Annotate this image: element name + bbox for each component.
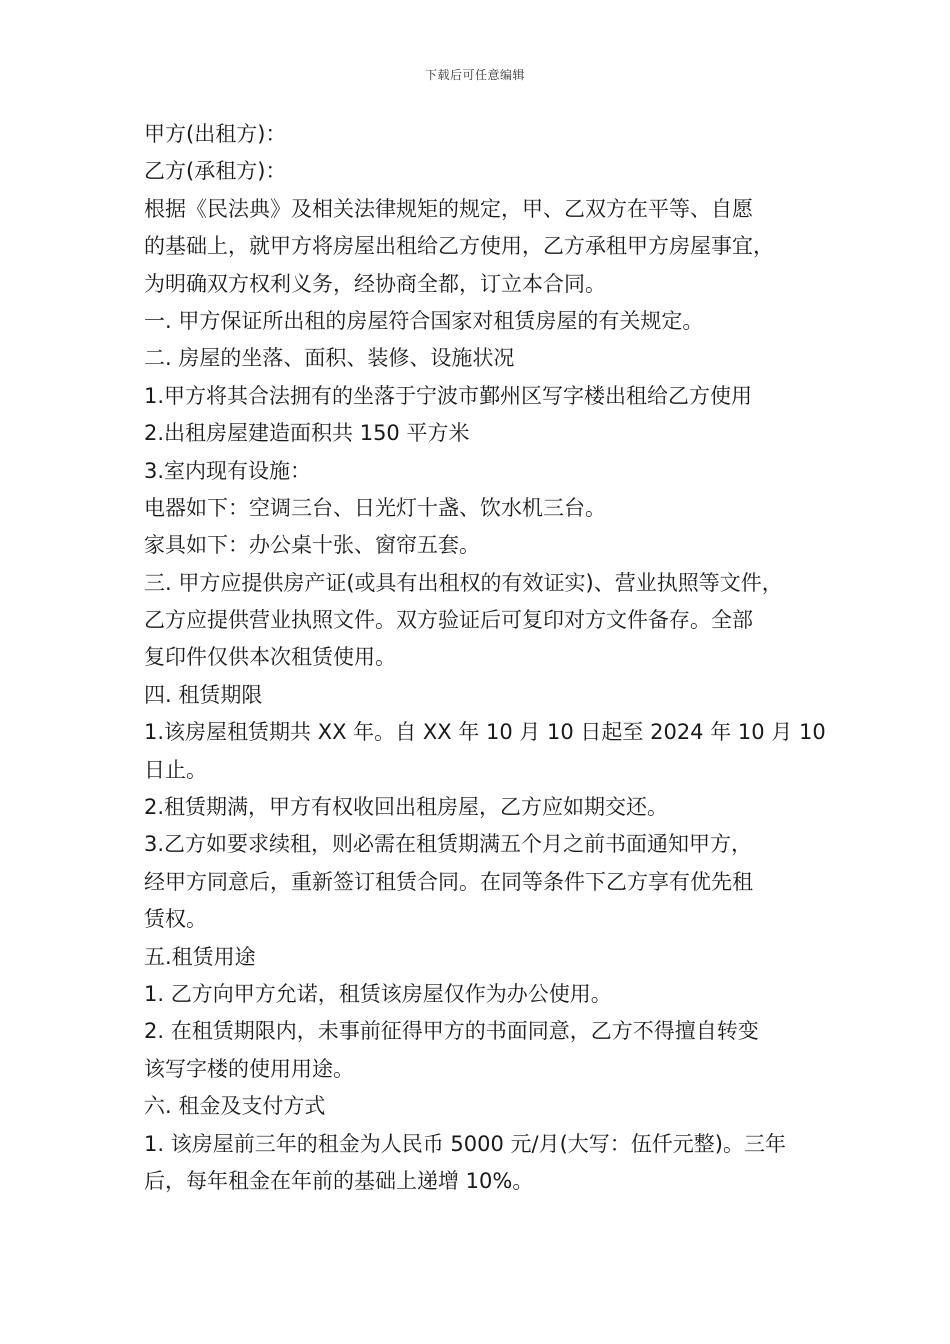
section-4-item-1-line-2: 日止。 <box>144 757 207 782</box>
section-2-heading: 二. 房屋的坐落、面积、装修、设施状况 <box>144 346 515 371</box>
contract-body <box>144 116 826 1200</box>
furniture-line: 家具如下：办公桌十张、窗帘五套。 <box>144 533 480 558</box>
section-4-item-2: 2.租赁期满，甲方有权收回出租房屋，乙方应如期交还。 <box>144 795 669 820</box>
section-5-item-1: 1. 乙方向甲方允诺，租赁该房屋仅作为办公使用。 <box>144 981 612 1006</box>
page-header-note: 下载后可任意编辑 <box>424 68 525 82</box>
section-6-item-1-line-2: 后，每年租金在年前的基础上递增 10%。 <box>144 1168 534 1193</box>
section-4-item-3-line-1: 3.乙方如要求续租，则必需在租赁期满五个月之前书面通知甲方， <box>144 832 753 857</box>
section-1-heading: 一. 甲方保证所出租的房屋符合国家对租赁房屋的有关规定。 <box>144 308 704 333</box>
section-5-item-2-line-2: 该写字楼的使用用途。 <box>144 1056 354 1081</box>
party-b-line: 乙方(承租方)： <box>144 159 287 184</box>
section-6-item-1-line-1: 1. 该房屋前三年的租金为人民币 5000 元/月(大写：伍仟元整)。三年 <box>144 1131 786 1156</box>
section-5-heading: 五.租赁用途 <box>144 944 256 969</box>
party-a-line: 甲方(出租方)： <box>144 122 287 146</box>
section-4-item-3-line-2: 经甲方同意后，重新签订租赁合同。在同等条件下乙方享有优先租 <box>144 869 753 894</box>
section-5-item-2-line-1: 2. 在租赁期限内，未事前征得甲方的书面同意，乙方不得擅自转变 <box>144 1019 759 1044</box>
section-2-item-3: 3.室内现有设施： <box>144 458 312 483</box>
section-4-item-1-line-1: 1.该房屋租赁期共 XX 年。自 XX 年 10 月 10 日起至 2024 年 10 月 10 <box>144 720 826 745</box>
preamble-line-2: 的基础上，就甲方将房屋出租给乙方使用，乙方承租甲方房屋事宜， <box>144 234 774 259</box>
section-4-item-3-line-3: 赁权。 <box>144 907 207 932</box>
preamble-line-1: 根据《民法典》及相关法律规矩的规定，甲、乙双方在平等、自愿 <box>144 196 753 221</box>
preamble-line-3: 为明确双方权利义务，经协商全都，订立本合同。 <box>144 271 606 296</box>
section-2-item-2: 2.出租房屋建造面积共 150 平方米 <box>144 421 470 446</box>
appliances-line: 电器如下：空调三台、日光灯十盏、饮水机三台。 <box>144 495 606 520</box>
section-3-line-2: 乙方应提供营业执照文件。双方验证后可复印对方文件备存。全部 <box>144 608 753 633</box>
section-6-heading: 六. 租金及支付方式 <box>144 1094 326 1119</box>
section-2-item-1: 1.甲方将其合法拥有的坐落于宁波市鄞州区写字楼出租给乙方使用 <box>144 383 753 408</box>
section-3-line-3: 复印件仅供本次租赁使用。 <box>144 645 396 670</box>
section-3-line-1: 三. 甲方应提供房产证(或具有出租权的有效证实)、营业执照等文件， <box>144 570 783 595</box>
section-4-heading: 四. 租赁期限 <box>144 682 263 707</box>
